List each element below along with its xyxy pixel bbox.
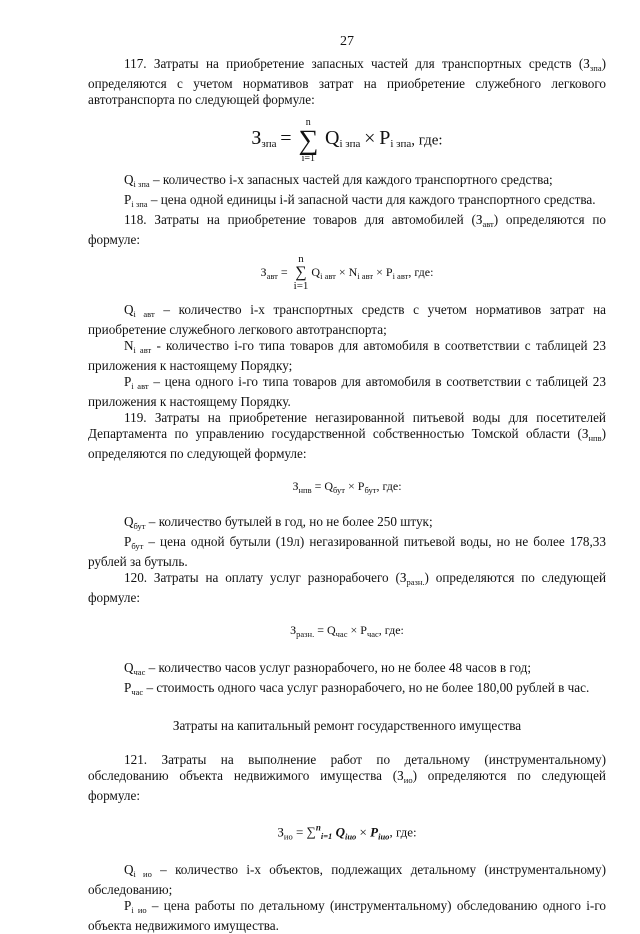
definition-120-p: $P_{час}$ – стоимость одного часа услуг разнорабочего, но не более 180,00 рублей в час. [124, 680, 590, 697]
sum-operator: ∑$^n_{i=1}$ [306, 823, 333, 842]
definition-117-p: $P_{i зпа}$ – цена одной единицы i-й запасной части для каждого транспортного средства. [124, 192, 596, 209]
section-heading: Затраты на капитальный ремонт государственного имущества [172, 718, 522, 733]
sum-operator: n ∑ i=1 [293, 253, 309, 292]
definition-120-q: $Q_{час}$ – количество часов услуг разнорабочего, но не более 48 часов в год; [124, 660, 532, 677]
definition-119-p: $P_{бут}$ – цена одной бутыли (19л) негазированной питьевой воды, но не более 178,33 рублей за бутыль. [88, 534, 606, 569]
document-page [88, 56, 606, 934]
paragraph-118: 118. Затраты на приобретение товаров для автомобилей $(З_{авт})$ определяются по формуле: [88, 212, 606, 247]
definition-118-q: $Q_{i авт}$ – количество i-х транспортных средств с учетом нормативов затрат на приобретение служебного легкового автотранспорта; [88, 302, 606, 337]
definition-121-p: $P_{i ио}$ – цена работы по детальному (инструментальному) обследованию одного i-го объекта недвижимого имущества. [88, 898, 606, 934]
definition-121-q: $Q_{i ио}$ – количество i-х объектов, подлежащих детальному (инструментальному) обследованию; [88, 862, 606, 898]
formula-121: $З_{ио} = \sum^n_{i=1}$ $Q_{iио} \times P_{iио}$, где: [277, 823, 417, 842]
paragraph-119: 119. Затраты на приобретение негазированной питьевой воды для посетителей Департамента по управлению государственной собственностью Томской области $(З_{нпв})$ определяются по следующей формуле: [88, 410, 606, 461]
formula-117: $З_{зпа}$ = n ∑ i=1 $Q_{i зпа} \times P_{i зпа}$, где: [251, 117, 443, 164]
formula-118: $З_{авт}$ = n ∑ i=1 $Q_{i авт} \times N_{i авт} \times P_{i авт}$, где: [260, 253, 434, 292]
definition-118-p: $P_{i авт}$ – цена одного i-го типа товаров для автомобиля в соответствии с таблицей 23 приложения к настоящему Порядку. [88, 374, 606, 409]
formula-120: $З_{разн.} = Q_{час} \times P_{час}$, где: [290, 623, 404, 639]
definition-118-n: $N_{i авт}$ - количество i-го типа товаров для автомобиля в соответствии с таблицей 23 приложения к настоящему Порядку; [88, 338, 607, 373]
paragraph-120: 120. Затраты на оплату услуг разнорабочего $(З_{разн.})$ определяются по следующей формуле: [88, 570, 606, 605]
formula-119: $З_{нпв} = Q_{бут} \times P_{бут}$, где: [292, 479, 402, 495]
sum-operator: n ∑ i=1 [298, 117, 319, 164]
definition-119-q: $Q_{бут}$ – количество бутылей в год, но не более 250 штук; [124, 514, 433, 531]
paragraph-117: 117. Затраты на приобретение запасных частей для транспортных средств $(З_{зпа})$ определяются с учетом нормативов затрат на приобретение служебного легкового автотранспорта по следующей формуле: [88, 56, 606, 107]
definition-117-q: $Q_{i зпа}$ – количество i-х запасных частей для каждого транспортного средства; [124, 172, 553, 189]
paragraph-121: 121. Затраты на выполнение работ по детальному (инструментальному) обследованию объекта недвижимого имущества $(З_{ио})$ определяются по следующей формуле: [88, 752, 606, 803]
page-number: 27 [340, 34, 354, 49]
